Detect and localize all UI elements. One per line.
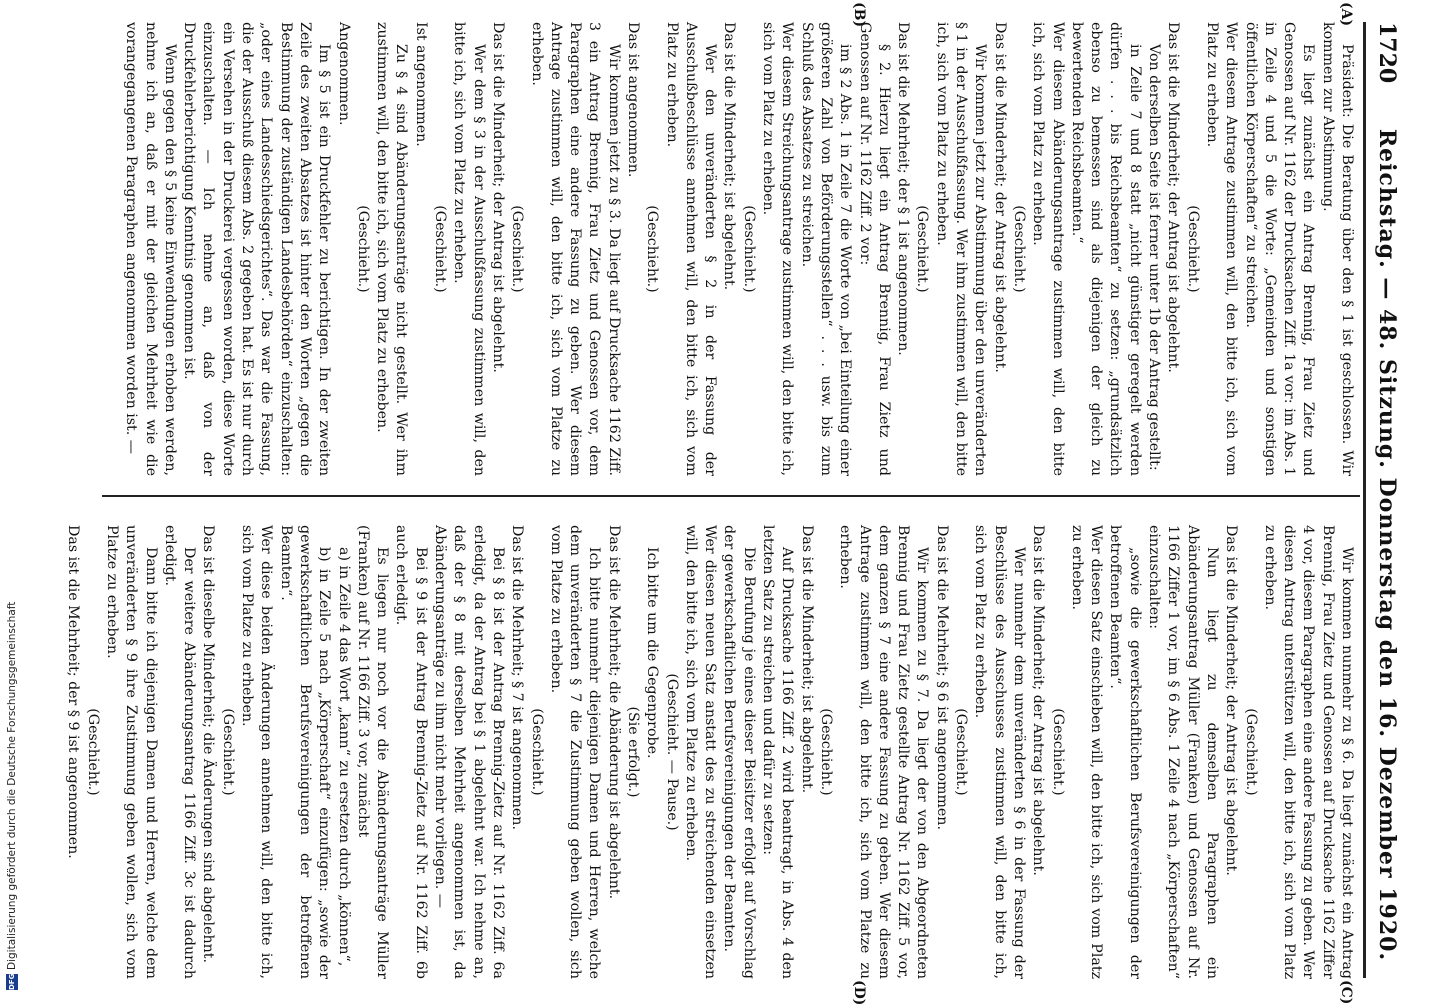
paragraph: Das ist die Minderheit; der Antrag ist abgelehnt.	[991, 22, 1008, 373]
paragraph: Das ist die Mehrheit; der § 1 ist angenommen.	[895, 22, 912, 356]
paragraph: Zu § 4 sind Abänderungsanträge nicht gestellt. Wer ihm zustimmen will, den bitte ich, sich vom Platz zu erheben.	[374, 22, 410, 476]
paragraph: Das ist die Minderheit; der Antrag ist abgelehnt.	[1165, 22, 1182, 373]
paragraph: Ich bitte um die Gegenprobe.	[644, 547, 661, 759]
margin-marker-c: (C)	[1338, 980, 1354, 1005]
paragraph: Das ist die Minderheit; der Antrag ist abgelehnt.	[1223, 525, 1240, 876]
header-rule	[1363, 22, 1366, 978]
paragraph: Das ist die Minderheit; ist abgelehnt.	[798, 525, 815, 794]
paragraph: Wer diese beiden Änderungen annehmen will, den bitte ich, sich vom Platze zu erheben.	[239, 525, 275, 979]
paragraph: im § 2 Abs. 1 in Zeile 7 die Worte von „bei Einteilung einer größeren Zahl von Beförderungsstellen“ . . . usw. bis zum Schluß des Absatzes zu streichen.	[798, 22, 854, 476]
footer-text: Digitalisierung gefördert durch die Deutsche Forschungsgemeinschaft	[6, 601, 18, 970]
stage-direction: (Geschieht.)	[509, 205, 526, 293]
paragraph: Das ist die Minderheit; der Antrag ist abgelehnt.	[1030, 525, 1047, 876]
paragraph: Das ist die Mehrheit; der § 9 ist angenommen.	[65, 525, 82, 859]
stage-direction: (Geschieht.)	[644, 205, 661, 293]
paragraph: Die Berufung je eines dieser Beisitzer erfolgt auf Vorschlag der gewerkschaftlichen Berufsvereinigungen der Beamten.	[721, 525, 757, 979]
right-column	[63, 525, 1356, 979]
paragraph: Das ist dieselbe Minderheit; die Änderungen sind abgelehnt.	[200, 525, 217, 963]
paragraph: Wer diesen neuen Satz anstatt des zu streichenden einsetzen will, den bitte ich, sich vom Platze zu erheben.	[682, 525, 719, 979]
stage-direction: (Geschieht.)	[953, 708, 970, 796]
stage-direction: (Geschieht.)	[528, 708, 545, 796]
stage-direction: (Geschieht. — Pause.)	[663, 673, 680, 831]
paragraph: Von derselben Seite ist ferner unter 1b der Antrag gestellt:	[1146, 44, 1163, 471]
paragraph: Nun liegt zu demselben Paragraphen ein Abänderungsantrag Müller (Franken) und Genossen auf Nr. 1166 Ziffer 1 vor, im § 6 Abs. 1 Zeile 4 nach „Körperschaften“ einzuschalten:	[1146, 525, 1220, 979]
paragraph: Das ist die Mehrheit; § 7 ist angenommen.	[509, 525, 526, 830]
paragraph: Wer diesem Antrage zustimmen will, den bitte ich, sich vom Platz zu erheben.	[1203, 22, 1240, 476]
paragraph: Das ist angenommen.	[625, 22, 642, 178]
stage-direction: (Geschieht.)	[432, 205, 449, 293]
paragraph: Es liegt zunächst ein Antrag Brennig, Frau Zietz und Genossen auf Nr. 1162 der Drucksachen Ziff. 1a vor: im Abs. 1 in Zeile 4 und 5 die Worte: „Gemeinden und sonstigen öffentlichen Körperschaften“ zu streichen.	[1242, 22, 1317, 476]
page-title: Reichstag. — 48. Sitzung. Donnerstag den 16. Dezember 1920.	[1374, 128, 1400, 962]
stage-direction: (Geschieht.)	[1010, 205, 1027, 293]
paragraph: „sowie die gewerkschaftlichen Berufsvereinigungen der betroffenen Beamten“.	[1107, 525, 1143, 979]
page-header	[1370, 22, 1404, 978]
stage-direction: (Sie erfolgt.)	[625, 706, 642, 798]
paragraph: Angenommen.	[335, 22, 352, 126]
column-divider	[102, 495, 1360, 497]
paragraph: Wir kommen jetzt zur Abstimmung über den unveränderten § 1 in der Ausschußfassung. Wer ihm zustimmen will, den bitte ich, sich vom Platz zu erheben.	[933, 22, 989, 476]
paragraph: Wer dem § 3 in der Ausschußfassung zustimmen will, den bitte ich, sich vom Platz zu erheben.	[451, 22, 487, 476]
paragraph: Wer nunmehr dem unveränderten § 6 in der Fassung der Beschlüsse des Ausschusses zustimmen will, den bitte ich, sich vom Platz zu erheben.	[972, 525, 1027, 979]
paragraph: b) in Zeile 5 nach „Körperschaft“ einzufügen: „sowie der gewerkschaftlichen Berufsvereinigungen der betroffenen Beamten“.	[277, 525, 333, 979]
paragraph: § 2. Hierzu liegt ein Antrag Brennig, Frau Zietz und Genossen auf Nr. 1162 Ziff. 2 vor:	[856, 22, 892, 476]
paragraph: Wir kommen nunmehr zu § 6. Da liegt zunächst ein Antrag Brennig, Frau Zietz und Genossen auf Drucksache 1162 Ziffer 4 vor, diesem Paragraphen eine andere Fassung zu geben. Wer diesen Antrag unterstützen will, den bitte ich, sich vom Platz zu erheben.	[1261, 525, 1355, 979]
paragraph: Bei § 8 ist der Antrag Brennig-Zietz auf Nr. 1162 Ziff. 6a erledigt, da der Antrag bei § 1 abgelehnt war. Ich nehme an, daß der § 8 mit derselben Mehrheit angenommen ist, da Abänderungsanträge zu ihm nicht mehr vorliegen. —	[432, 525, 506, 979]
paragraph: in Zeile 7 und 8 statt „nicht günstiger geregelt werden dürfen . . . bis Reichsbeamten“ zu setzen: „grundsätzlich ebenso zu bemessen sind als diejenigen der gleich zu bewertenden Reichsbeamten.“	[1068, 22, 1143, 476]
paragraph: Wer den unveränderten § 2 in der Fassung der Ausschußbeschlüsse annehmen will, den bitte ich, sich vom Platz zu erheben.	[663, 22, 719, 476]
digitization-footer	[4, 10, 20, 990]
paragraph: a) in Zeile 4 das Wort „kann“ zu ersetzen durch „können“,	[335, 547, 352, 967]
paragraph: Wer diesem Abänderungsantrage zustimmen will, den bitte ich, sich vom Platz zu erheben.	[1030, 22, 1066, 476]
paragraph: Wer diesem Streichungsantrage zustimmen will, den bitte ich, sich vom Platz zu erheben.	[760, 22, 796, 476]
page-number: 1720	[1374, 22, 1400, 84]
dfg-logo: DFG	[8, 973, 16, 990]
stage-direction: (Geschieht.)	[740, 205, 757, 293]
stage-direction: (Geschieht.)	[914, 205, 931, 293]
paragraph: Wenn gegen den § 5 keine Einwendungen erhoben werden, nehme ich an, daß er mit der gleichen Mehrheit wie die vorangegangenen Paragraphen angenommen worden ist. —	[123, 22, 178, 476]
paragraph: Wer diesen Satz einschieben will, den bitte ich, sich vom Platz zu erheben.	[1068, 525, 1105, 979]
stage-direction: (Geschieht.)	[84, 708, 101, 796]
stage-direction: (Geschieht.)	[1049, 708, 1066, 796]
stage-direction: (Geschieht.)	[817, 708, 834, 796]
stage-direction: (Geschieht.)	[354, 205, 371, 293]
paragraph: Es liegen nur noch vor die Abänderungsanträge Müller (Franken) auf Nr. 1166 Ziff. 3 vor, zunächst	[354, 525, 391, 979]
document-page	[65, 0, 1412, 1005]
paragraph: Wir kommen zu § 7. Da liegt der von den Abgeordneten Brennig und Frau Zietz gestellte Antrag Nr. 1162 Ziff. 5 vor, dem ganzen § 7 eine andere Fassung zu geben. Wer diesem Antrage zustimmen will, den bitte ich, sich vom Platze zu erheben.	[837, 525, 931, 979]
margin-marker-b: (B)	[851, 2, 867, 28]
paragraph: Ist angenommen.	[412, 22, 429, 147]
paragraph: Bei § 9 ist der Antrag Brennig-Zietz auf Nr. 1162 Ziff. 6b auch erledigt.	[393, 525, 429, 979]
paragraph: Das ist die Minderheit; der Antrag ist abgelehnt.	[489, 22, 506, 373]
paragraph: Das ist die Mehrheit; die Abänderung ist abgelehnt.	[605, 525, 622, 900]
paragraph: Der weitere Abänderungsantrag 1166 Ziff. 3c ist dadurch erledigt.	[161, 525, 198, 979]
stage-direction: (Geschieht.)	[1184, 205, 1201, 293]
paragraph: Präsident: Die Beratung über den § 1 ist geschlossen. Wir kommen zur Abstimmung.	[1319, 22, 1355, 476]
margin-marker-a: (A)	[1338, 2, 1354, 27]
margin-marker-d: (D)	[851, 980, 867, 1005]
stage-direction: (Geschieht.)	[1242, 708, 1259, 796]
paragraph: Ich bitte nunmehr diejenigen Damen und Herren, welche dem unveränderten § 7 die Zustimmung geben wollen, sich vom Platze zu erheben.	[547, 525, 603, 979]
paragraph: Wir kommen jetzt zu § 3. Da liegt auf Drucksache 1162 Ziff. 3 ein Antrag Brennig, Frau Zietz und Genossen vor, dem Paragraphen eine andere Fassung zu geben. Wer diesem Antrage zustimmen will, den bitte ich, sich vom Platze zu erheben.	[528, 22, 622, 476]
paragraph: Das ist die Minderheit; ist abgelehnt.	[721, 22, 738, 291]
left-column	[121, 22, 1356, 476]
paragraph: Das ist die Mehrheit; § 6 ist angenommen.	[933, 525, 950, 830]
paragraph: Im § 5 ist ein Druckfehler zu berichtigen. In der zweiten Zeile des zweiten Absatzes ist hinter den Worten „gegen die Bestimmung der zuständigen Landesbehörden“ einzuschalten: „oder eines Landesschiedsgerichtes“. Das war die Fassung, die der Ausschuß diesem Abs. 2 gegeben hat. Es ist nur durch ein Versehen in der Druckerei vergessen worden, diese Worte einzuschalten. — Ich nehme an, daß von der Druckfehlerberichtigung Kenntnis genommen ist.	[181, 22, 333, 476]
paragraph: Auf Drucksache 1166 Ziff. 2 wird beantragt, in Abs. 4 den letzten Satz zu streichen und dafür zu setzen:	[760, 525, 796, 979]
stage-direction: (Geschieht.)	[219, 708, 236, 796]
paragraph: Dann bitte ich diejenigen Damen und Herren, welche dem unveränderten § 9 ihre Zustimmung geben wollen, sich vom Platze zu erheben.	[104, 525, 159, 979]
